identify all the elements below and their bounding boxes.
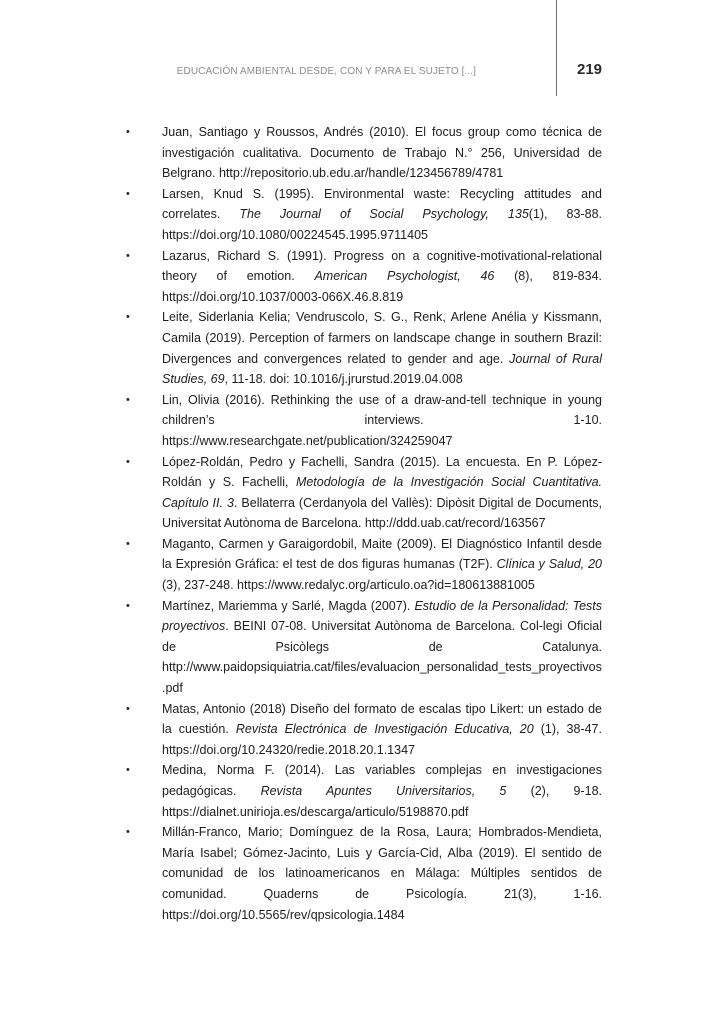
reference-text: (3), 237-248. https://www.redalyc.org/articulo.oa?id=180613881005 (162, 578, 535, 593)
reference-text: Lin, Olivia (2016). Rethinking the use of a draw-and-tell technique in young children’s interviews. 1-10. https://www.researchgate.net/publication/324259047 (162, 392, 602, 448)
reference-italic-text: Revista Electrónica de Investigación Educativa, 20 (235, 722, 534, 737)
reference-italic-text: Metodología de la Investigación Social Cuantitativa. Capítulo II. 3 (162, 475, 602, 510)
bullet-icon: • (126, 393, 130, 406)
reference-text: , 11-18. doi: 10.1016/j.jrurstud.2019.04.008 (224, 372, 463, 387)
reference-text: (1), 83-88. https://doi.org/10.1080/00224545.1995.9711405 (162, 207, 602, 242)
reference-text: Millán-Franco, Mario; Domínguez de la Rosa, Laura; Hombrados-Mendieta, María Isabel; Gómez-Jacinto, Luis y García-Cid, Alba (2019). El sentido de comunidad de los latinoamericanos en Málaga: Múltiples sentidos de comunidad. Quaderns de Psicología. 21(3), 1-16. https://doi.org/10.5565/rev/qpsicologia.1484 (162, 825, 602, 922)
reference-text: Matas, Antonio (2018) Diseño del formato de escalas tipo Likert: un estado de la cuestión. (162, 701, 602, 737)
reference-text: Medina, Norma F. (2014). Las variables complejas en investigaciones pedagógicas. (162, 763, 602, 798)
reference-item (126, 452, 602, 534)
reference-italic-text: Revista Apuntes Universitarios, 5 (260, 784, 507, 798)
bullet-icon: • (126, 126, 130, 138)
reference-text: . BEINI 07-08. Universitat Autònoma de Barcelona. Col-legi Oficial de Psicòlegs de Catalunya. http://www.paidopsiquiatria.cat/files/evaluacion_personalidad_tests_proyectivos.pdf (162, 619, 602, 696)
reference-item (126, 184, 602, 246)
bullet-icon: • (126, 702, 130, 715)
reference-item (126, 534, 602, 596)
bullet-icon: • (126, 599, 130, 612)
reference-text: López-Roldán, Pedro y Fachelli, Sandra (2015). La encuesta. En P. López-Roldán y S. Fachelli, (162, 454, 602, 490)
page-number: 219 (577, 61, 603, 78)
bullet-icon: • (126, 826, 130, 839)
reference-text: Lazarus, Richard S. (1991). Progress on a cognitive-motivational-relational theory of emotion. (162, 248, 602, 284)
reference-text: . Bellaterra (Cerdanyola del Vallès): Dipòsit Digital de Documents, Universitat Autònoma de Barcelona. http://ddd.uab.cat/record/163567 (162, 495, 602, 531)
bullet-icon: • (126, 455, 130, 468)
reference-item (126, 390, 602, 452)
reference-item (126, 822, 602, 925)
reference-text: Larsen, Knud S. (1995). Environmental waste: Recycling attitudes and correlates. (162, 186, 602, 222)
reference-item (126, 307, 602, 389)
reference-text: Juan, Santiago y Roussos, Andrés (2010). El focus group como técnica de investigación cualitativa. Documento de Trabajo N.° 256, Universidad de Belgrano. http://repositorio.ub.edu.ar/handle/123456789/4781 (162, 125, 602, 181)
reference-list (126, 122, 602, 925)
bullet-icon: • (126, 187, 130, 200)
running-head: EDUCACIÓN AMBIENTAL DESDE, CON Y PARA EL SUJETO [...] (176, 66, 476, 77)
bullet-icon: • (126, 537, 130, 550)
reference-item (126, 122, 602, 184)
reference-item (126, 596, 602, 699)
bullet-icon: • (126, 764, 130, 777)
reference-italic-text: Journal of Rural Studies, 69 (162, 351, 602, 387)
header-divider-line (556, 0, 557, 96)
reference-text: (1), 38-47. https://doi.org/10.24320/redie.2018.20.1.1347 (162, 722, 602, 757)
reference-text: (2), 9-18. https://dialnet.unirioja.es/descarga/articulo/5198870.pdf (162, 784, 602, 819)
reference-text: Martínez, Mariemma y Sarlé, Magda (2007). (162, 598, 415, 613)
reference-italic-text: Clínica y Salud, 20 (496, 557, 603, 572)
reference-text: Maganto, Carmen y Garaigordobil, Maite (2009). El Diagnóstico Infantil desde la Expresión Gráfica: el test de dos figuras humanas (T2F). (162, 536, 602, 572)
bullet-icon: • (126, 311, 130, 324)
reference-italic-text: American Psychologist, 46 (314, 269, 495, 284)
reference-text: (8), 819-834. https://doi.org/10.1037/0003-066X.46.8.819 (162, 269, 603, 304)
bullet-icon: • (126, 249, 130, 262)
reference-item (126, 699, 602, 761)
reference-italic-text: Estudio de la Personalidad: Tests proyectivos (162, 598, 602, 634)
reference-italic-text: The Journal of Social Psychology, 135 (239, 207, 529, 222)
reference-item (126, 760, 602, 822)
reference-text: Leite, Siderlania Kelia; Vendruscolo, S. G., Renk, Arlene Anélia y Kissmann, Camila (2019). Perception of farmers on landscape change in southern Brazil: Divergences and convergences related to gender and age. (162, 310, 602, 366)
reference-item (126, 246, 602, 308)
